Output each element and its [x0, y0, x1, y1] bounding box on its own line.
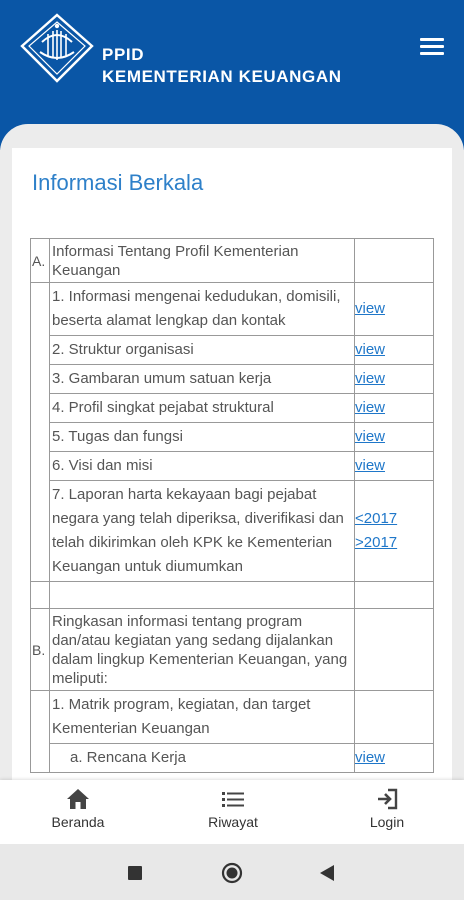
nav-beranda[interactable] [18, 788, 138, 830]
item-text: 2. Struktur organisasi [50, 336, 355, 365]
table-row [31, 365, 434, 394]
table-row [31, 609, 434, 691]
item-text: 7. Laporan harta kekayaan bagi pejabat negara yang telah diperiksa, diverifikasi dan telah dikirimkan oleh KPK ke Kementerian Keuangan untuk diumumkan [50, 481, 355, 582]
view-link[interactable]: view [355, 370, 386, 387]
view-link[interactable]: view [355, 300, 386, 317]
brand-line-1: PPID [102, 45, 145, 64]
item-text: a. Rencana Kerja [50, 744, 355, 773]
home-circle-icon[interactable] [221, 862, 243, 884]
view-link[interactable]: view [355, 428, 386, 445]
view-link[interactable]: view [355, 399, 386, 416]
nav-riwayat[interactable] [173, 788, 293, 830]
bottom-navigation [0, 780, 464, 844]
view-link[interactable]: view [355, 457, 386, 474]
kemenkeu-logo [18, 12, 96, 84]
login-icon [375, 788, 399, 810]
table-row [31, 239, 434, 283]
list-icon [221, 788, 245, 810]
table-row [31, 283, 434, 336]
item-text: 6. Visi dan misi [50, 452, 355, 481]
content-card [12, 148, 452, 780]
section-letter: B. [31, 609, 50, 691]
item-text: 3. Gambaran umum satuan kerja [50, 365, 355, 394]
hamburger-menu-icon[interactable] [420, 38, 444, 58]
table-row [31, 336, 434, 365]
item-text: 5. Tugas dan fungsi [50, 423, 355, 452]
post-2017-link[interactable]: >2017 [355, 534, 398, 551]
nav-label: Login [369, 814, 405, 830]
table-row [31, 481, 434, 582]
info-table [30, 238, 434, 773]
home-icon [66, 788, 90, 810]
system-navigation-bar [0, 844, 464, 900]
pre-2017-link[interactable]: <2017 [355, 510, 398, 527]
back-triangle-icon[interactable] [320, 865, 334, 881]
section-heading: Informasi Tentang Profil Kementerian Keuangan [50, 239, 355, 283]
table-row [31, 744, 434, 773]
item-text: 1. Informasi mengenai kedudukan, domisili, beserta alamat lengkap dan kontak [50, 283, 355, 336]
item-text: 1. Matrik program, kegiatan, dan target Kementerian Keuangan [50, 691, 355, 744]
page-title: Informasi Berkala [32, 170, 204, 195]
table-row [31, 452, 434, 481]
nav-login[interactable] [327, 788, 447, 830]
view-link[interactable]: view [355, 341, 386, 358]
content-area [0, 124, 464, 780]
table-row [31, 423, 434, 452]
table-row [31, 691, 434, 744]
nav-label: Riwayat [208, 814, 258, 830]
nav-label: Beranda [51, 814, 105, 830]
item-text: 4. Profil singkat pejabat struktural [50, 394, 355, 423]
table-row [31, 394, 434, 423]
view-link[interactable]: view [355, 749, 386, 766]
section-heading: Ringkasan informasi tentang program dan/atau kegiatan yang sedang dijalankan dalam lingkup Kementerian Keuangan, yang meliputi: [50, 609, 355, 691]
recents-square-icon[interactable] [128, 866, 142, 880]
section-letter: A. [31, 239, 50, 283]
table-row-empty [31, 582, 434, 609]
brand-line-2: KEMENTERIAN KEUANGAN [102, 67, 342, 86]
app-brand [102, 44, 342, 88]
